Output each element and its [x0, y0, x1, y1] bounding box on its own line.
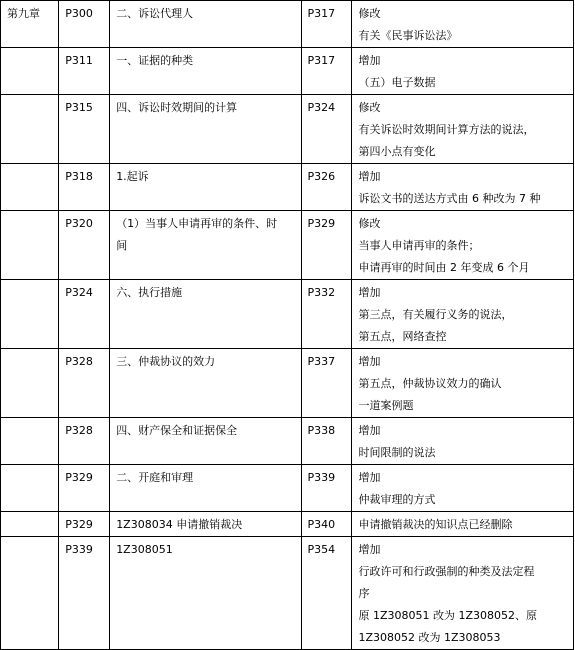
section-cell: [110, 164, 301, 211]
table-row: [1, 95, 574, 164]
new-page-cell: P332: [301, 280, 352, 349]
section-line: 二、诉讼代理人: [116, 7, 194, 20]
section-cell: [110, 211, 301, 280]
chapter-cell: [1, 211, 59, 280]
chapter-cell: [1, 537, 59, 650]
section-line: 四、诉讼时效期间的计算: [116, 101, 238, 114]
section-cell: [110, 95, 301, 164]
change-line: 申请再审的时间由 2 年变成 6 个月: [358, 261, 530, 274]
chapter-cell: 第九章: [1, 1, 59, 48]
change-cell: [352, 537, 574, 650]
change-line: 增加: [358, 471, 381, 484]
new-page-cell: P354: [301, 537, 352, 650]
section-line: （1）当事人申请再审的条件、时: [116, 217, 278, 230]
section-line: 三、仲裁协议的效力: [116, 355, 216, 368]
old-page-cell: P324: [59, 280, 110, 349]
change-line: 有关《民事诉讼法》: [358, 29, 458, 42]
old-page-cell: P339: [59, 537, 110, 650]
table-row: [1, 1, 574, 48]
new-page-cell: P337: [301, 349, 352, 418]
chapter-cell: [1, 95, 59, 164]
chapter-cell: [1, 512, 59, 537]
section-cell: [110, 280, 301, 349]
section-line: 1Z308051: [116, 543, 173, 556]
change-cell: [352, 512, 574, 537]
change-line: 第五点，仲裁协议效力的确认: [358, 377, 502, 390]
change-line: 修改: [358, 101, 381, 114]
change-cell: [352, 465, 574, 512]
new-page-cell: P326: [301, 164, 352, 211]
table-row: [1, 537, 574, 650]
change-line: 1Z308052 改为 1Z308053: [358, 631, 501, 644]
chapter-cell: [1, 48, 59, 95]
new-page-cell: P324: [301, 95, 352, 164]
change-line: （五）电子数据: [358, 76, 436, 89]
change-line: 增加: [358, 543, 381, 556]
new-page-cell: P317: [301, 48, 352, 95]
old-page-cell: P315: [59, 95, 110, 164]
chapter-cell: [1, 164, 59, 211]
change-cell: [352, 349, 574, 418]
table-row: [1, 512, 574, 537]
new-page-cell: P338: [301, 418, 352, 465]
change-line: 原 1Z308051 改为 1Z308052、原: [358, 609, 538, 622]
section-cell: [110, 1, 301, 48]
new-page-cell: P317: [301, 1, 352, 48]
change-cell: [352, 211, 574, 280]
section-line: 六、执行措施: [116, 286, 183, 299]
table-row: [1, 418, 574, 465]
change-table-body: [1, 1, 574, 650]
table-row: [1, 164, 574, 211]
section-cell: [110, 418, 301, 465]
old-page-cell: P329: [59, 465, 110, 512]
chapter-cell: [1, 280, 59, 349]
section-line: 二、开庭和审理: [116, 471, 194, 484]
table-row: [1, 280, 574, 349]
section-cell: [110, 48, 301, 95]
change-line: 第五点，网络查控: [358, 330, 447, 343]
change-line: 第四小点有变化: [358, 145, 436, 158]
new-page-cell: P329: [301, 211, 352, 280]
change-line: 修改: [358, 7, 381, 20]
old-page-cell: P318: [59, 164, 110, 211]
change-line: 第三点，有关履行义务的说法，: [358, 308, 513, 321]
old-page-cell: P300: [59, 1, 110, 48]
change-line: 一道案例题: [358, 399, 414, 412]
old-page-cell: P329: [59, 512, 110, 537]
change-line: 有关诉讼时效期间计算方法的说法，: [358, 123, 535, 136]
section-cell: [110, 349, 301, 418]
change-line: 时间限制的说法: [358, 446, 436, 459]
change-line: 增加: [358, 286, 381, 299]
section-line: 1Z308034 申请撤销裁决: [116, 518, 243, 531]
new-page-cell: P339: [301, 465, 352, 512]
change-cell: [352, 164, 574, 211]
change-cell: [352, 48, 574, 95]
change-line: 修改: [358, 217, 381, 230]
change-line: 增加: [358, 355, 381, 368]
change-line: 增加: [358, 54, 381, 67]
table-row: [1, 349, 574, 418]
section-cell: [110, 465, 301, 512]
table-row: [1, 211, 574, 280]
chapter-cell: [1, 465, 59, 512]
old-page-cell: P328: [59, 418, 110, 465]
old-page-cell: P311: [59, 48, 110, 95]
section-line: 四、财产保全和证据保全: [116, 424, 238, 437]
change-line: 诉讼文书的送达方式由 6 种改为 7 种: [358, 192, 541, 205]
change-line: 仲裁审理的方式: [358, 493, 436, 506]
change-line: 当事人申请再审的条件；: [358, 239, 480, 252]
section-line: 1.起诉: [116, 170, 149, 183]
old-page-cell: P328: [59, 349, 110, 418]
section-line: 间: [116, 239, 128, 252]
table-row: [1, 465, 574, 512]
change-line: 序: [358, 587, 370, 600]
change-cell: [352, 280, 574, 349]
change-line: 申请撤销裁决的知识点已经删除: [358, 518, 513, 531]
change-cell: [352, 1, 574, 48]
chapter-cell: [1, 349, 59, 418]
old-page-cell: P320: [59, 211, 110, 280]
change-cell: [352, 95, 574, 164]
change-line: 行政许可和行政强制的种类及法定程: [358, 565, 535, 578]
table-row: [1, 48, 574, 95]
section-cell: [110, 537, 301, 650]
change-line: 增加: [358, 170, 381, 183]
section-line: 一、证据的种类: [116, 54, 194, 67]
chapter-cell: [1, 418, 59, 465]
change-cell: [352, 418, 574, 465]
new-page-cell: P340: [301, 512, 352, 537]
change-line: 增加: [358, 424, 381, 437]
section-cell: [110, 512, 301, 537]
